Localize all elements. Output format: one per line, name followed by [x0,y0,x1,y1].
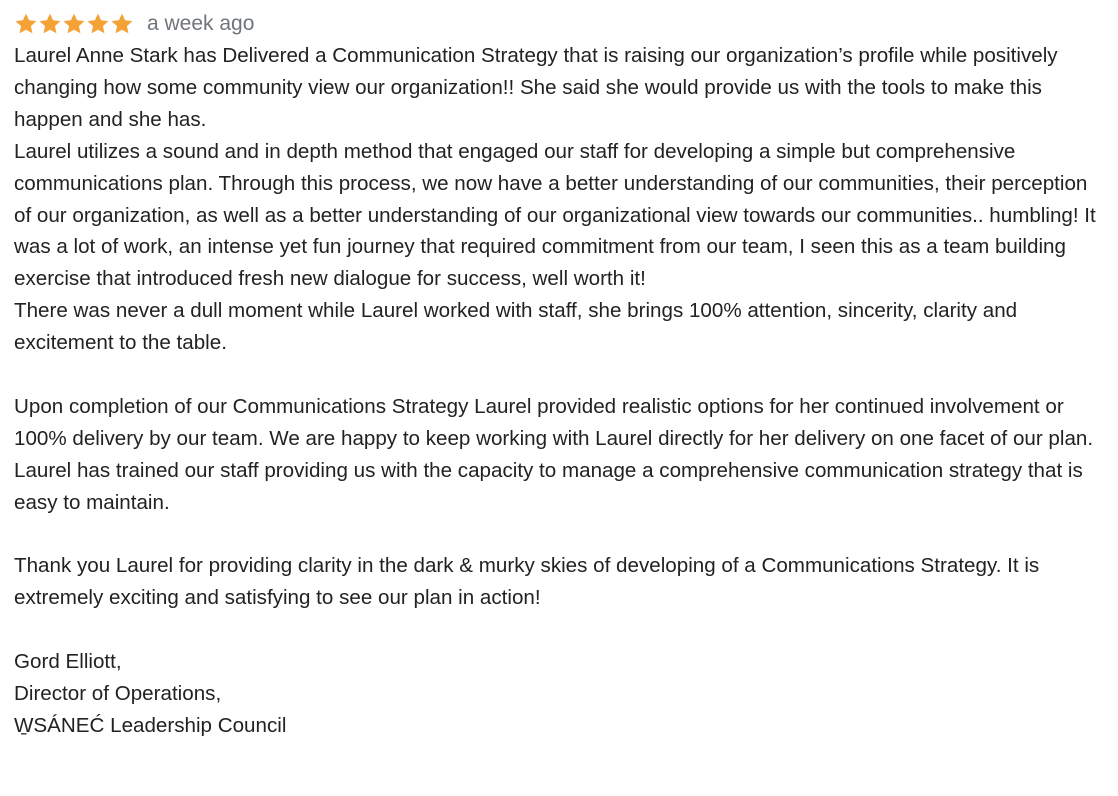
star-rating [14,12,134,36]
review-paragraph: Laurel Anne Stark has Delivered a Communication Strategy that is raising our organization’s profile while positively changing how some community view our organization!! She said she would provide us with the tools to make this happen and she has. [14,44,1058,131]
review-card [14,8,1110,742]
signature [14,646,1110,742]
review-time: a week ago [147,12,255,36]
paragraph-spacer [14,519,1110,551]
review-paragraph: Upon completion of our Communications Strategy Laurel provided realistic options for her continued involvement or 100% delivery by our team. We are happy to keep working with Laurel directly for her delivery on one facet of our plan. Laurel has trained our staff providing us with the capacity to manage a comprehensive communication strategy that is easy to maintain. [14,394,1094,514]
paragraph-spacer [14,359,1110,391]
review-paragraph: Laurel utilizes a sound and in depth method that engaged our staff for developing a simple but comprehensive communications plan. Through this process, we now have a better understanding of our communities, their perception of our organization, as well as a better understanding of our organizational view towards our communities.. humbling! It was a lot of work, an intense yet fun journey that required commitment from our team, I seen this as a team building exercise that introduced fresh new dialogue for success, well worth it! [14,139,1096,291]
review-paragraph: There was never a dull moment while Laurel worked with staff, she brings 100% attention, sincerity, clarity and excitement to the table. [14,299,1018,355]
review-body [14,40,1110,742]
star-icon [62,12,86,36]
review-paragraph: Thank you Laurel for providing clarity in the dark & murky skies of developing of a Communications Strategy. It is extremely exciting and satisfying to see our plan in action! [14,554,1040,610]
star-icon [38,12,62,36]
review-header [14,8,1110,40]
signature-organization: W̱SÁNEĆ Leadership Council [14,713,287,737]
signature-name: Gord Elliott, [14,650,122,674]
paragraph-spacer [14,614,1110,646]
signature-title: Director of Operations, [14,682,222,706]
star-icon [86,12,110,36]
star-icon [14,12,38,36]
star-icon [110,12,134,36]
